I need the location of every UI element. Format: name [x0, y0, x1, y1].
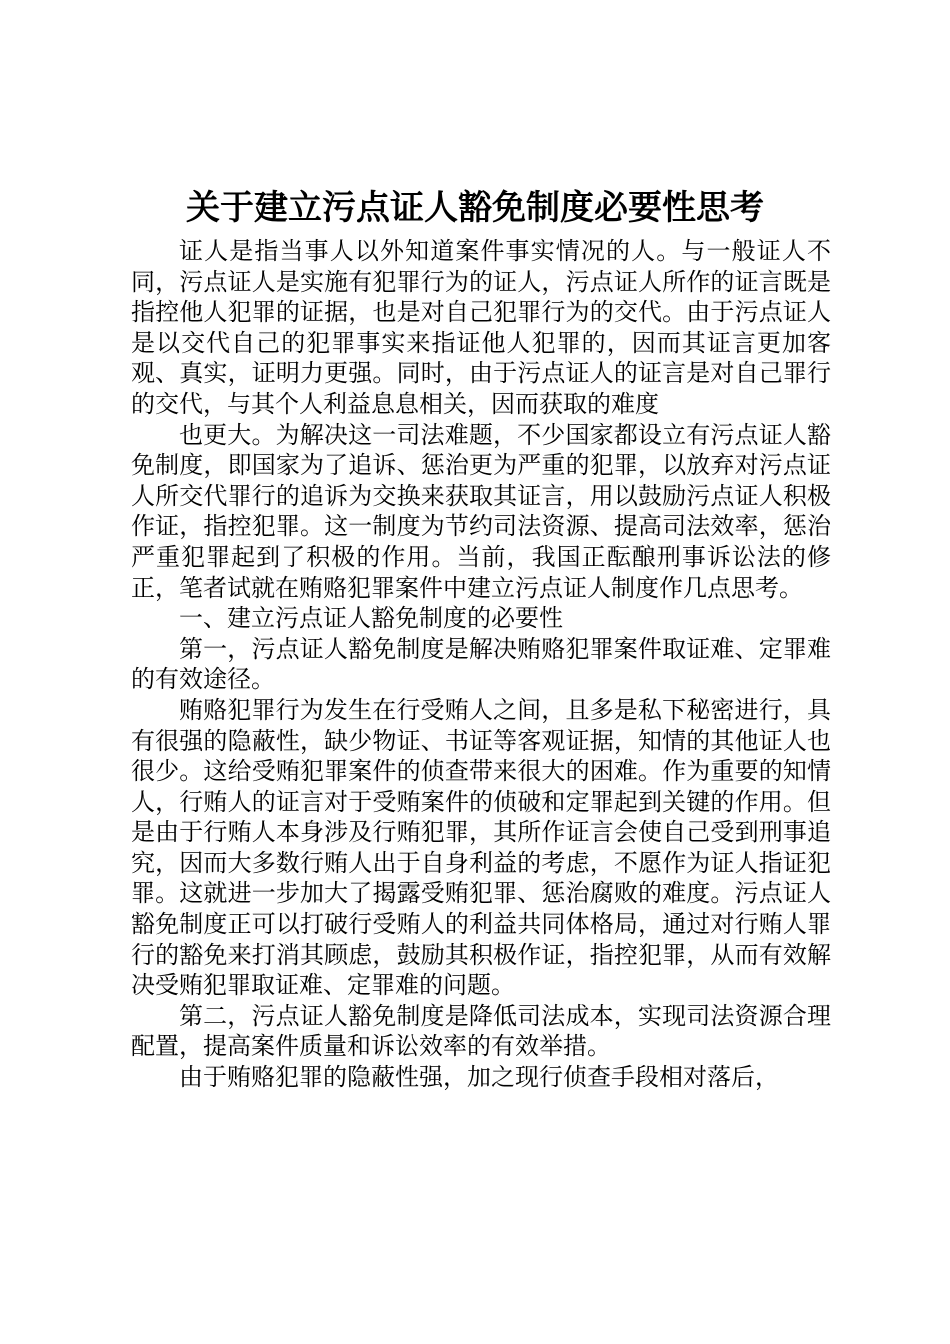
paragraph-2: 也更大。为解决这一司法难题，不少国家都设立有污点证人豁免制度，即国家为了追诉、惩治更为严重的犯罪，以放弃对污点证人所交代罪行的追诉为交换来获取其证言，用以鼓励污点证人积极作证，指控犯罪。这一制度为节约司法资源、提高司法效率，惩治严重犯罪起到了积极的作用。当前，我国正酝酿刑事诉讼法的修正，笔者试就在贿赂犯罪案件中建立污点证人制度作几点思考。 — [131, 420, 831, 602]
paragraph-3: 第一，污点证人豁免制度是解决贿赂犯罪案件取证难、定罪难的有效途径。 — [131, 634, 831, 694]
paragraph-1: 证人是指当事人以外知道案件事实情况的人。与一般证人不同，污点证人是实施有犯罪行为的证人，污点证人所作的证言既是指控他人犯罪的证据，也是对自己犯罪行为的交代。由于污点证人是以交代自己的犯罪事实来指证他人犯罪的，因而其证言更加客观、真实，证明力更强。同时，由于污点证人的证言是对自己罪行的交代，与其个人利益息息相关，因而获取的难度 — [131, 237, 831, 418]
document-title: 关于建立污点证人豁免制度必要性思考 — [186, 188, 764, 228]
paragraph-6: 由于贿赂犯罪的隐蔽性强，加之现行侦查手段相对落后， — [179, 1063, 779, 1092]
paragraph-5: 第二，污点证人豁免制度是降低司法成本，实现司法资源合理配置，提高案件质量和诉讼效率的有效举措。 — [131, 1001, 831, 1061]
section-heading-1: 一、建立污点证人豁免制度的必要性 — [179, 604, 563, 633]
paragraph-4: 贿赂犯罪行为发生在行受贿人之间，且多是私下秘密进行，具有很强的隐蔽性，缺少物证、书证等客观证据，知情的其他证人也很少。这给受贿犯罪案件的侦查带来很大的困难。作为重要的知情人，行贿人的证言对于受贿案件的侦破和定罪起到关键的作用。但是由于行贿人本身涉及行贿犯罪，其所作证言会使自己受到刑事追究，因而大多数行贿人出于自身利益的考虑，不愿作为证人指证犯罪。这就进一步加大了揭露受贿犯罪、惩治腐败的难度。污点证人豁免制度正可以打破行受贿人的利益共同体格局，通过对行贿人罪行的豁免来打消其顾虑，鼓励其积极作证，指控犯罪，从而有效解决受贿犯罪取证难、定罪难的问题。 — [131, 695, 831, 1000]
document-body — [131, 236, 831, 1093]
